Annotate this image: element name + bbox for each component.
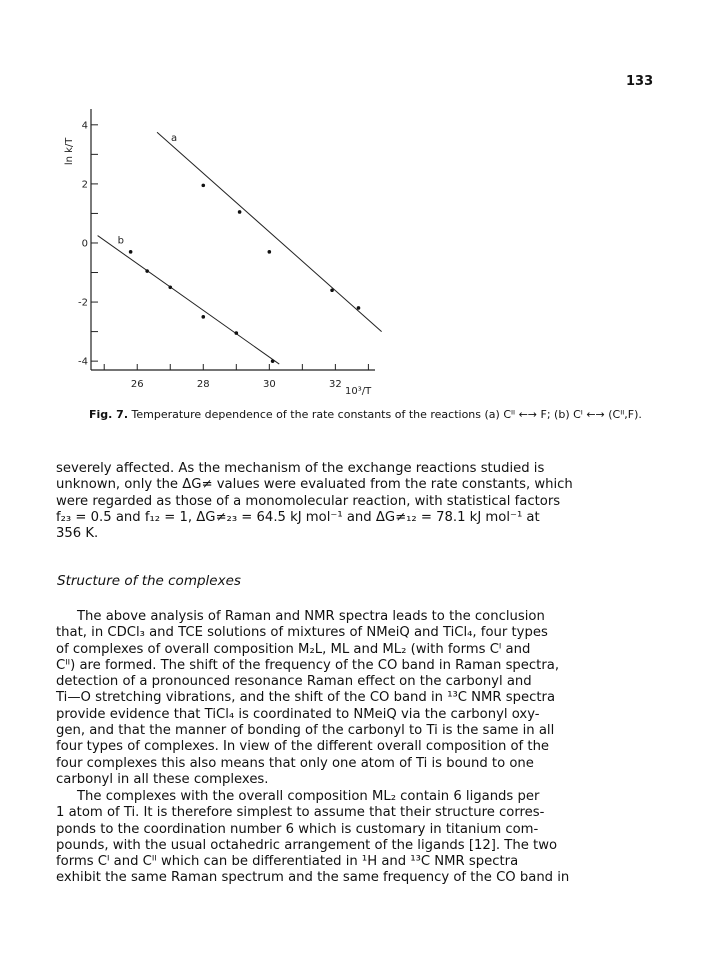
- data-point-a: [268, 250, 272, 254]
- data-point-b: [235, 331, 239, 335]
- figure-caption-text: Temperature dependence of the rate constants of the reactions (a) Cᴵᴵ ←→ F; (b) Cᴵ ←→ (Cᴵᴵ,F).: [131, 408, 642, 421]
- paragraph-line: carbonyl in all these complexes.: [56, 771, 269, 787]
- page-number: 133: [626, 74, 654, 89]
- paragraph-line: forms Cᴵ and Cᴵᴵ which can be differentiated in ¹H and ¹³C NMR spectra: [56, 854, 519, 870]
- data-point-a: [357, 306, 361, 310]
- figure-caption: [89, 407, 649, 422]
- paragraph-line: four types of complexes. In view of the different overall composition of the: [56, 739, 550, 755]
- paragraph-line: four complexes this also means that only one atom of Ti is bound to one: [56, 755, 534, 771]
- y-tick-label: 4: [81, 120, 88, 132]
- paragraph-2: [56, 609, 656, 788]
- x-tick-label: 26: [130, 379, 144, 390]
- paragraph-line: severely affected. As the mechanism of the exchange reactions studied is: [56, 461, 545, 476]
- series-label-b: b: [117, 235, 124, 247]
- y-tick-label: 2: [81, 179, 88, 191]
- paragraph-line: detection of a pronounced resonance Raman effect on the carbonyl and: [56, 674, 532, 690]
- paragraph-line: f₂₃ = 0.5 and f₁₂ = 1, ΔG≠₂₃ = 64.5 kJ mol⁻¹ and ΔG≠₁₂ = 78.1 kJ mol⁻¹ at: [56, 509, 540, 525]
- paragraph-line: that, in CDCl₃ and TCE solutions of mixtures of NMeiQ and TiCl₄, four types: [56, 625, 548, 641]
- data-point-b: [145, 269, 149, 273]
- y-axis-label: ln k/T: [64, 137, 75, 166]
- paragraph-line: unknown, only the ΔG≠ values were evaluated from the rate constants, which: [56, 477, 573, 493]
- x-axis-label: 10³/T: [345, 386, 372, 397]
- paragraph-line: pounds, with the usual octahedric arrangement of the ligands [12]. The two: [56, 837, 558, 853]
- series-label-a: a: [171, 133, 178, 145]
- data-point-b: [271, 359, 275, 363]
- paragraph-line: were regarded as those of a monomolecular reaction, with statistical factors: [56, 493, 561, 509]
- fit-line-b: [98, 236, 280, 365]
- paragraph-line: The above analysis of Raman and NMR spectra leads to the conclusion: [77, 609, 545, 624]
- x-tick-label: 30: [262, 379, 276, 390]
- paragraph-line: of complexes of overall composition M₂L, ML and ML₂ (with forms Cᴵ and: [56, 641, 531, 657]
- data-point-b: [201, 315, 205, 319]
- data-point-a: [201, 184, 205, 188]
- paragraph-line: Ti—O stretching vibrations, and the shift of the CO band in ¹³C NMR spectra: [56, 690, 556, 706]
- y-tick-label: -2: [78, 297, 88, 309]
- data-point-a: [330, 288, 334, 292]
- y-tick-label: -4: [78, 356, 88, 368]
- y-tick-label: 0: [81, 238, 88, 250]
- plot-fit-lines: [98, 132, 382, 364]
- plot-ticks: [78, 120, 368, 390]
- data-point-b: [168, 285, 172, 289]
- data-point-b: [129, 250, 133, 254]
- paragraph-line: Cᴵᴵ) are formed. The shift of the frequency of the CO band in Raman spectra,: [56, 657, 560, 673]
- figure-label: Fig. 7.: [89, 408, 128, 421]
- paragraph-3: [56, 789, 656, 887]
- data-point-a: [238, 210, 242, 214]
- paragraph-line: provide evidence that TiCl₄ is coordinated to NMeiQ via the carbonyl oxy-: [56, 706, 540, 722]
- paragraph-line: The complexes with the overall composition ML₂ contain 6 ligands per: [77, 789, 540, 804]
- rate-constant-chart: [50, 105, 390, 405]
- paragraph-line: gen, and that the manner of bonding of the carbonyl to Ti is the same in all: [56, 723, 555, 739]
- paragraph-line: exhibit the same Raman spectrum and the same frequency of the CO band in: [56, 870, 570, 886]
- x-tick-label: 32: [329, 379, 342, 390]
- x-tick-label: 28: [196, 379, 210, 390]
- paragraph-line: 356 K.: [56, 526, 99, 542]
- section-heading: Structure of the complexes: [57, 573, 241, 589]
- plot-labels: [64, 133, 372, 397]
- paragraph-1: [56, 461, 656, 542]
- paragraph-line: ponds to the coordination number 6 which is customary in titanium com-: [56, 821, 539, 837]
- paragraph-line: 1 atom of Ti. It is therefore simplest to assume that their structure corres-: [56, 805, 545, 821]
